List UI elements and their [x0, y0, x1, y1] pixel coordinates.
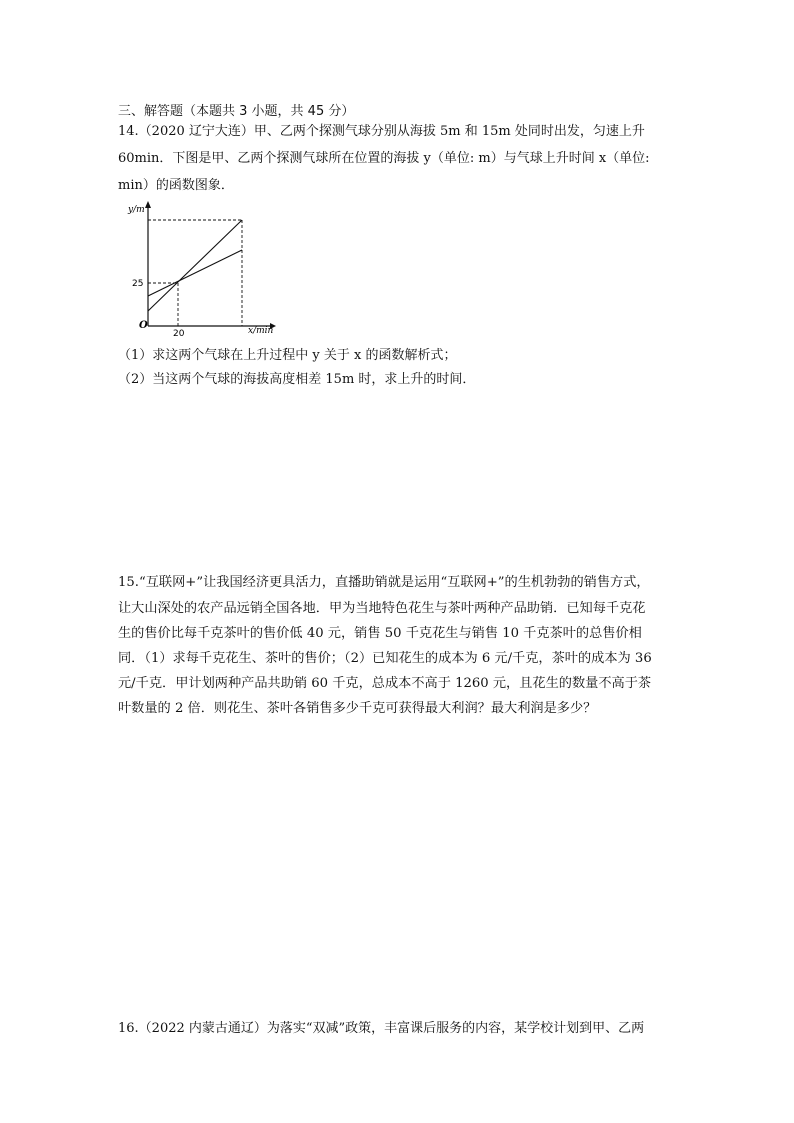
q14-line-3: min）的函数图象． [118, 178, 234, 193]
q16-line-1: 16.（2022 内蒙古通辽）为落实“双减”政策，丰富课后服务的内容，某学校计划到甲、乙两 [118, 1021, 645, 1036]
q14-sub-question-1: （1）求这两个气球在上升过程中 y 关于 x 的函数解析式； [118, 348, 457, 363]
q15-line-6: 叶数量的 2 倍．则花生、茶叶各销售多少千克可获得最大利润？最大利润是多少？ [118, 701, 597, 716]
y-axis-arrow [145, 201, 151, 208]
origin-label: O [139, 320, 148, 331]
q14-function-graph [118, 198, 278, 338]
section-title: 三、解答题（本题共 3 小题，共 45 分） [118, 104, 355, 119]
q15-line-1: 15.“互联网+”让我国经济更具活力，直播助销就是运用“互联网+”的生机勃勃的销售方式， [118, 575, 650, 590]
q15-line-2: 让大山深处的农产品远销全国各地．甲为当地特色花生与茶叶两种产品助销．已知每千克花 [118, 601, 646, 616]
q15-line-3: 生的售价比每千克茶叶的售价低 40 元，销售 50 千克花生与销售 10 千克茶叶的总售价相 [118, 626, 642, 641]
y-tick-25: 25 [132, 279, 144, 289]
x-tick-20: 20 [173, 329, 185, 338]
q14-sub-question-2: （2）当这两个气球的海拔高度相差 15m 时，求上升的时间． [118, 372, 476, 387]
q14-line-2: 60min．下图是甲、乙两个探测气球所在位置的海拔 y（单位: m）与气球上升时间 x（单位: [118, 151, 650, 166]
q15-line-4: 同．（1）求每千克花生、茶叶的售价；（2）已知花生的成本为 6 元/千克，茶叶的成本为 36 [118, 651, 652, 666]
q15-line-5: 元/千克．甲计划两种产品共助销 60 千克，总成本不高于 1260 元，且花生的数量不高于茶 [118, 676, 652, 691]
balloon-jia-line [148, 220, 242, 311]
q14-line-1: 14.（2020 辽宁大连）甲、乙两个探测气球分别从海拔 5m 和 15m 处同时出发，匀速上升 [118, 124, 645, 139]
y-axis-label: y/m [128, 205, 145, 215]
balloon-yi-line [148, 250, 242, 296]
x-axis-label: x/min [248, 326, 274, 336]
